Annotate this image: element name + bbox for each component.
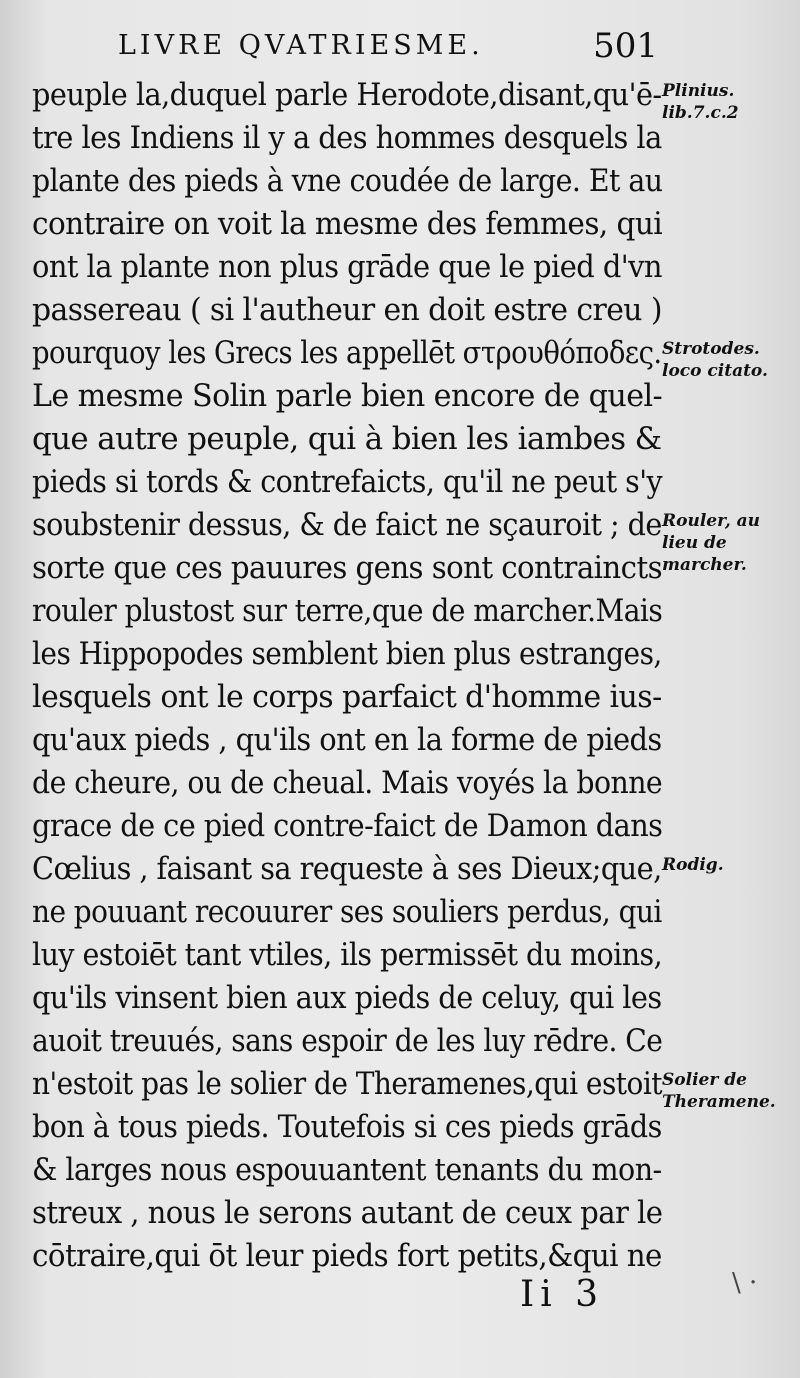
body-text	[32, 74, 668, 1278]
text-line: qu'aux pieds , qu'ils ont en la forme de pieds	[32, 722, 662, 758]
text-line: Le mesme Solin parle bien encore de quel-	[32, 378, 663, 414]
text-line: plante des pieds à vne coudée de large. Et au	[32, 163, 663, 199]
page-header	[118, 26, 658, 74]
text-line: pieds si tords & contrefaicts, qu'il ne peut s'y	[32, 464, 663, 500]
text-line: pourquoy les Grecs les appellēt στρουθόποδες.	[32, 335, 662, 371]
text-line: ont la plante non plus grāde que le pied d'vn	[32, 249, 662, 285]
text-line: bon à tous pieds. Toutefois si ces pieds grāds	[32, 1109, 662, 1145]
page-number: 501	[593, 26, 658, 66]
text-line: lesquels ont le corps parfaict d'homme ius-	[32, 679, 662, 715]
running-title: LIVRE QVATRIESME.	[118, 30, 484, 61]
text-line: n'estoit pas le solier de Theramenes,qui estoit	[32, 1066, 662, 1102]
text-line: ne pouuant recouurer ses souliers perdus, qui	[32, 894, 662, 930]
text-line: luy estoiēt tant vtiles, ils permissēt du moins,	[32, 937, 663, 973]
text-line: cōtraire,qui ōt leur pieds fort petits,&qui ne	[32, 1238, 662, 1274]
text-line: soubstenir dessus, & de faict ne sçauroit ; de	[32, 507, 662, 543]
text-line: de cheure, ou de cheual. Mais voyés la bonne	[32, 765, 663, 801]
text-line: passereau ( si l'autheur en doit estre creu )	[32, 292, 662, 328]
text-line: que autre peuple, qui à bien les iambes &	[32, 421, 662, 457]
text-line: contraire on voit la mesme des femmes, qui	[32, 206, 663, 242]
text-line: auoit treuués, sans espoir de les luy rēdre. Ce	[32, 1023, 663, 1059]
text-line: les Hippopodes semblent bien plus estranges,	[32, 636, 662, 672]
text-line: sorte que ces pauures gens sont contraincts	[32, 550, 663, 586]
margin-note: Solier de Theramene.	[662, 1070, 776, 1112]
margin-note: Rouler, au lieu de marcher.	[662, 511, 761, 575]
text-line: rouler plustost sur terre,que de marcher.Mais	[32, 593, 663, 629]
text-line: Cœlius , faisant sa requeste à ses Dieux;que,	[32, 851, 662, 887]
margin-note: Rodig.	[662, 855, 724, 875]
page-edge-mark: \ ·	[732, 1268, 758, 1298]
margin-note: Plinius. lib.7.c.2	[662, 81, 739, 123]
text-line: tre les Indiens il y a des hommes desquels la	[32, 120, 662, 156]
signature-mark: Ii 3	[520, 1274, 605, 1315]
text-line: qu'ils vinsent bien aux pieds de celuy, qui les	[32, 980, 662, 1016]
text-line: grace de ce pied contre-faict de Damon dans	[32, 808, 663, 844]
text-line: peuple la,duquel parle Herodote,disant,qu'ē-	[32, 77, 662, 113]
margin-note: Strotodes. loco citato.	[662, 339, 768, 381]
text-line: streux , nous le serons autant de ceux par le	[32, 1195, 663, 1231]
text-line: & larges nous espouuantent tenants du mon-	[32, 1152, 662, 1188]
